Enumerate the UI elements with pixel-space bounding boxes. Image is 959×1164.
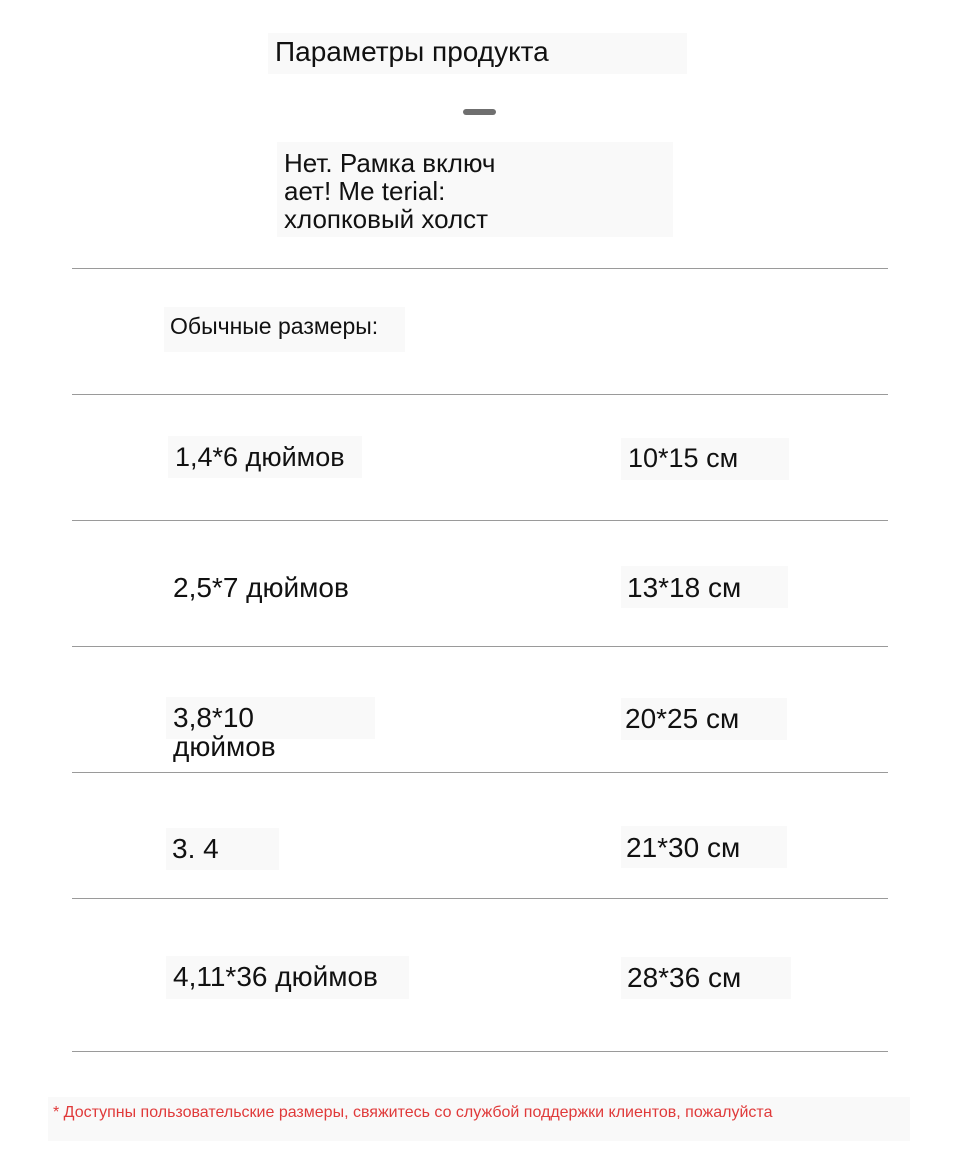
size-inches: 3. 4	[172, 833, 219, 864]
size-inches: дюймов	[173, 731, 276, 762]
table-rule	[72, 646, 888, 647]
description-line: хлопковый холст	[284, 204, 489, 234]
divider-dash	[463, 109, 496, 115]
size-inches: 4,11*36 дюймов	[173, 961, 378, 992]
description-line: ает! Me terial:	[284, 176, 446, 206]
table-rule	[72, 394, 888, 395]
table-rule	[72, 268, 888, 269]
size-cm: 13*18 см	[627, 572, 742, 603]
table-rule	[72, 772, 888, 773]
size-cm: 20*25 см	[625, 703, 740, 734]
size-inches: 1,4*6 дюймов	[175, 442, 345, 472]
table-rule	[72, 898, 888, 899]
page-title: Параметры продукта	[275, 36, 549, 67]
table-rule	[72, 1051, 888, 1052]
table-rule	[72, 520, 888, 521]
size-cm: 10*15 см	[628, 443, 739, 473]
size-inches: 2,5*7 дюймов	[173, 572, 349, 603]
description-line: Нет. Рамка включ	[284, 148, 496, 178]
size-inches: 3,8*10	[173, 702, 254, 733]
size-cm: 28*36 см	[627, 962, 742, 993]
size-cm: 21*30 см	[626, 832, 741, 863]
sizes-heading: Обычные размеры:	[170, 313, 379, 339]
footnote: * Доступны пользовательские размеры, свяжитесь со службой поддержки клиентов, пожалуйста	[53, 1104, 773, 1121]
